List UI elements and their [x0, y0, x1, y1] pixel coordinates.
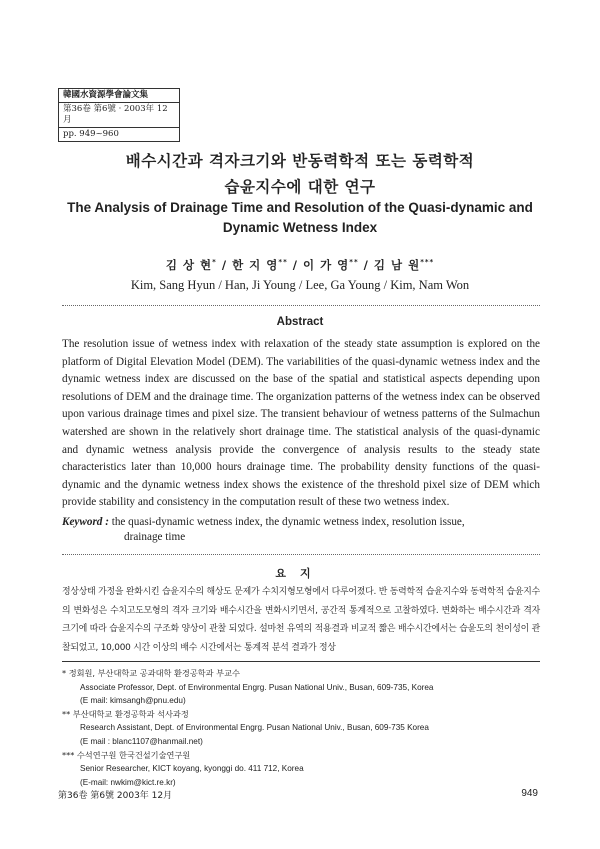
footnote-2-affiliation-ko: 부산대학교 환경공학과 석사과정: [72, 708, 189, 719]
author-1: 김 상 현: [165, 258, 213, 272]
footnote-3: [62, 749, 540, 790]
journal-pages: pp. 949~960: [59, 127, 179, 141]
author-3: 이 가 영: [302, 258, 350, 272]
footnotes: [62, 667, 540, 789]
divider-dotted: [62, 554, 540, 555]
author-2-mark: **: [278, 258, 288, 267]
footnote-3-affiliation-ko: 수석연구원 한국건설기술연구원: [76, 749, 191, 760]
footnote-divider: [62, 661, 540, 662]
footnote-2-affiliation-en: Research Assistant, Dept. of Environmental Engrg. Pusan National Univ., Busan, 609-735 Korea: [80, 723, 429, 733]
korean-abstract-heading: 요지: [275, 567, 325, 580]
journal-info-box: [58, 88, 180, 142]
author-separator: /: [358, 258, 374, 272]
title-korean-line2: 습윤지수에 대한 연구: [224, 178, 376, 196]
footnote-3-email: (E-mail: nwkim@kict.re.kr): [80, 777, 176, 787]
keywords-line1: the quasi-dynamic wetness index, the dynamic wetness index, resolution issue,: [108, 516, 465, 528]
footnote-1: [62, 667, 540, 708]
authors-english: Kim, Sang Hyun / Han, Ji Young / Lee, Ga Young / Kim, Nam Won: [130, 278, 470, 292]
footnote-2-mark: **: [62, 708, 71, 719]
author-separator: /: [287, 258, 303, 272]
author-1-mark: *: [212, 258, 217, 267]
author-separator: /: [216, 258, 233, 272]
title-english-line1: The Analysis of Drainage Time and Resolution of the Quasi-dynamic and: [67, 200, 533, 215]
footnote-1-affiliation-ko: 정회원, 부산대학교 공과대학 환경공학과 부교수: [68, 668, 240, 678]
title-korean-line1: 배수시간과 격자크기와 반동력학적 또는 동력학적: [125, 152, 475, 170]
abstract-body: The resolution issue of wetness index with relaxation of the steady state assumption is explored on the platform of Digital Elevation Model (DEM). The variabilities of the quasi-dynamic wetness index and the dynamic wetness index are discussed on the base of the spatial and statistical aspects depending upon resolutions of DEM and the drainage time. The organization patterns of the wetness index can be observed upon various drainage times and pixel size. The transient behaviour of wetness patterns of the Sulmachun watershed are shown in the relatively short drainage time. The statistical analysis of the quasi-dynamic and dynamic wetness analysis provide the convergence of analysis results to the steady state characteristics later than 10,000 hours drainage time. The probability density functions of the quasi-dynamic and the dynamic wetness index shows the existence of the threshold pixel size of DEM which provide stability and consistency in the computation result of these two wetness index.: [62, 338, 540, 509]
korean-abstract-body: 정상상태 가정을 완화시킨 습윤지수의 해상도 문제가 수치지형모형에서 다루어졌다. 반 동력학적 습윤지수와 동력학적 습윤지수의 변화성은 수치고도모형의 격자 크기와 배수시간을 변화시키면서, 공간적 통계적으로 고찰하였다. 변화하는 배수시간과 격자크기에 따라 습윤지수의 구조화 양상이 관찰 되었다. 설마천 유역의 적용결과 비교적 짧은 배수시간에서는 습윤도의 천이성이 관찰되었고, 10,000 시간 이상의 배수 시간에서는 통계적 분석 결과가 정상: [62, 587, 540, 653]
keywords-line2: drainage time: [124, 531, 186, 543]
keyword-label: Keyword :: [62, 516, 109, 528]
title-english-line2: Dynamic Wetness Index: [222, 220, 378, 235]
footnote-3-mark: ***: [62, 749, 75, 760]
author-3-mark: **: [349, 258, 359, 267]
footnote-2-email: (E mail : blanc1107@hanmail.net): [80, 736, 203, 746]
journal-volume: 第36卷 第6號 · 2003年 12月: [59, 102, 179, 127]
author-2: 한 지 영: [232, 258, 279, 272]
footnote-3-affiliation-en: Senior Researcher, KICT koyang, kyonggi do. 411 712, Korea: [80, 764, 304, 774]
journal-name: 韓國水資源學會論文集: [63, 90, 149, 100]
author-4-mark: ***: [420, 258, 435, 267]
footnote-1-mark: *: [62, 668, 67, 678]
divider-dotted: [62, 305, 540, 306]
footnote-1-affiliation-en: Associate Professor, Dept. of Environmental Engrg. Pusan National Univ., Busan, 609-735, Korea: [80, 682, 434, 692]
footnote-1-email: (E mail: kimsangh@pnu.edu): [80, 696, 186, 706]
footer-journal-issue: 第36卷 第6號 2003年 12月: [58, 791, 173, 801]
footnote-2: [62, 708, 540, 749]
keywords: [62, 515, 540, 545]
authors-korean: [0, 257, 600, 273]
author-4: 김 남 원: [373, 258, 421, 272]
page-number: 949: [521, 788, 538, 799]
abstract-heading: Abstract: [276, 316, 324, 328]
